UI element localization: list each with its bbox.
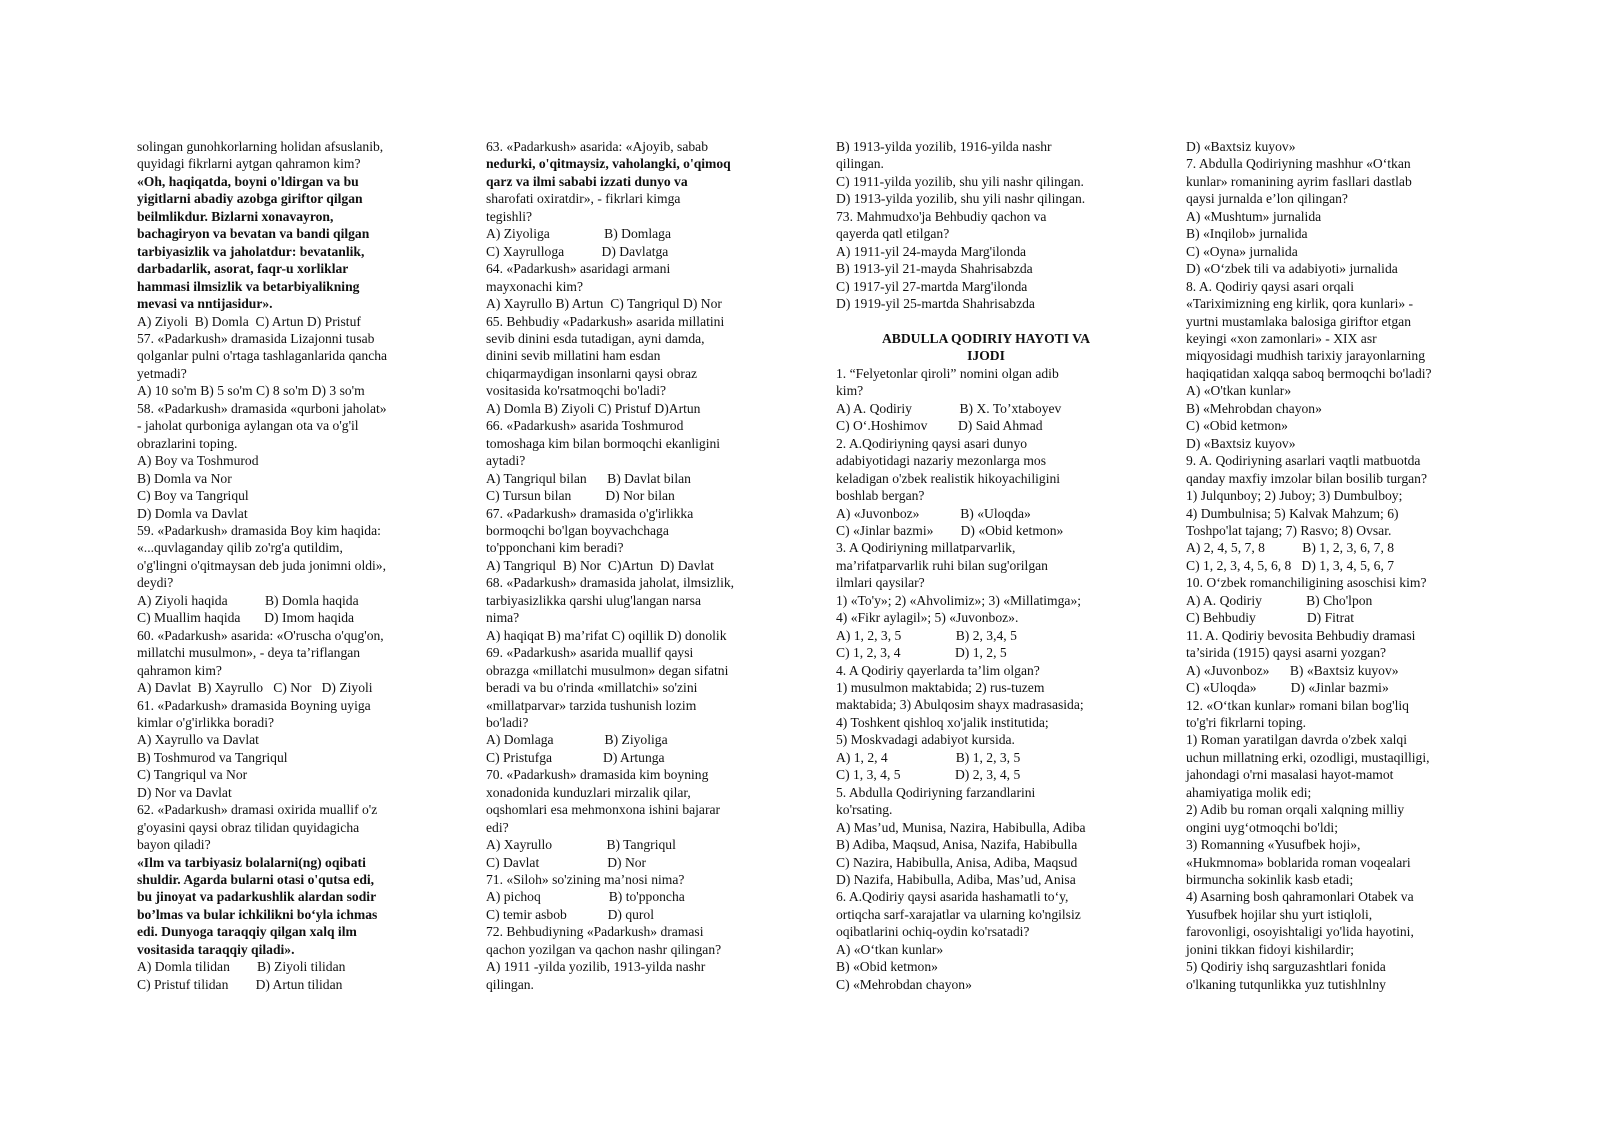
text-line: obrazlarini toping.	[137, 435, 238, 451]
text-line: 61. «Padarkush» dramasida Boyning uyiga	[137, 697, 371, 713]
text-line: kim?	[836, 383, 864, 399]
text-line: jahondagi o'rni masalasi hayot-mamot	[1186, 767, 1394, 783]
text-line: ta’sirida (1915) qaysi asarni yozgan?	[1186, 645, 1387, 661]
text-line: ortiqcha sarf-xarajatlar va ularning ko'ngilsiz	[836, 906, 1081, 922]
text-line: qanday maxfiy imzolar bilan bosilib turgan?	[1186, 470, 1427, 486]
text-line: bo’lmas va bular ichkilikni bo‘yla ichmas	[137, 906, 378, 922]
text-line: A) Domlaga B) Ziyoliga	[486, 732, 668, 748]
text-line: birmuncha sokinlik kasb etadi;	[1186, 872, 1354, 888]
text-line: C) temir asbob D) qurol	[486, 906, 655, 922]
text-line: beilmlikdur. Bizlarni xonavayron,	[137, 208, 334, 224]
text-line: D) Domla va Davlat	[137, 505, 248, 521]
text-line: C) «Mehrobdan chayon»	[836, 976, 972, 992]
text-line: bu jinoyat va padarkushlik alardan sodir	[137, 889, 377, 905]
text-line: maktabida; 3) Abulqosim shayx madrasasida;	[836, 697, 1084, 713]
text-line: sharofati oxiratdir», - fikrlari kimga	[486, 191, 681, 207]
text-line: C) 1911-yilda yozilib, shu yili nashr qilingan.	[836, 173, 1084, 189]
text-line: A) Davlat B) Xayrullo C) Nor D) Ziyoli	[137, 680, 373, 696]
text-line: B) 1913-yil 21-mayda Shahrisabzda	[836, 261, 1033, 277]
text-line: deydi?	[137, 575, 174, 591]
text-line: 2. A.Qodiriyning qaysi asari dunyo	[836, 435, 1028, 451]
text-line: A) 1, 2, 4 B) 1, 2, 3, 5	[836, 749, 1021, 765]
text-line: A) Ziyoliga B) Domlaga	[486, 226, 671, 242]
text-line: 3. A Qodiriyning millatparvarlik,	[836, 540, 1016, 556]
text-line: qolganlar pulni o'rtaga tashlaganlarida qancha	[137, 348, 388, 364]
text-line: 65. Behbudiy «Padarkush» asarida millatini	[486, 313, 725, 329]
text-line: qilingan.	[486, 976, 534, 992]
text-line: A) «Mushtum» jurnalida	[1186, 208, 1322, 224]
text-line: A) Xayrullo B) Artun C) Tangriqul D) Nor	[486, 296, 722, 312]
text-line: tegishli?	[486, 208, 533, 224]
text-line: «Tariximizning eng kirlik, qora kunlari» -	[1186, 296, 1414, 312]
text-line: A) 2, 4, 5, 7, 8 B) 1, 2, 3, 6, 7, 8	[1186, 540, 1395, 556]
text-line: B) Domla va Nor	[137, 470, 232, 486]
text-line: to'g'ri fikrlarni toping.	[1186, 714, 1307, 730]
text-line: 4) Toshkent qishloq xo'jalik institutida;	[836, 714, 1049, 730]
text-line: ilmlari qaysilar?	[836, 575, 925, 591]
text-line: B) «Obid ketmon»	[836, 959, 938, 975]
text-line: C) Tursun bilan D) Nor bilan	[486, 488, 675, 504]
text-line: A) Tangriqul B) Nor C)Artun D) Davlat	[486, 557, 714, 573]
text-column-2	[486, 138, 786, 993]
text-line: to'pponchani kim beradi?	[486, 540, 624, 556]
text-line: vositasida ko'rsatmoqchi bo'ladi?	[486, 383, 667, 399]
text-line: qachon yozilgan va qachon nashr qilingan?	[486, 941, 722, 957]
text-line: A) A. Qodiriy B) Cho'lpon	[1186, 592, 1373, 608]
text-line: 1) Julqunboy; 2) Juboy; 3) Dumbulboy;	[1186, 488, 1403, 504]
text-line: C) Pristuf tilidan D) Artun tilidan	[137, 976, 343, 992]
text-line: 63. «Padarkush» asarida: «Ajoyib, sabab	[486, 139, 708, 154]
text-line: C) «Jinlar bazmi» D) «Obid ketmon»	[836, 522, 1064, 538]
text-line: D) «O‘zbek tili va adabiyoti» jurnalida	[1186, 261, 1398, 277]
text-line: nedurki, o'qitmaysiz, vaholangki, o'qimoq	[486, 156, 731, 172]
text-line: 9. A. Qodiriyning asarlari vaqtli matbuotda	[1186, 453, 1421, 469]
section-heading-line: IJODI	[967, 348, 1005, 364]
text-line: 58. «Padarkush» dramasida «qurboni jaholat»	[137, 400, 387, 416]
text-line: A) 10 so'm B) 5 so'm C) 8 so'm D) 3 so'm	[137, 383, 365, 399]
text-line: A) «Juvonboz» B) «Uloqda»	[836, 505, 1031, 521]
text-line: ongini uyg‘otmoqchi bo'ldi;	[1186, 819, 1338, 835]
text-line: qaysi jurnalda e’lon qilingan?	[1186, 191, 1348, 207]
text-line: xonadonida kunduzlari mirzalik qilar,	[486, 784, 691, 800]
text-line: oqshomlari esa mehmonxona ishini bajarar	[486, 802, 721, 818]
text-line: vositasida taraqqiy qiladi».	[137, 941, 295, 957]
text-line: C) Muallim haqida D) Imom haqida	[137, 610, 355, 626]
text-line: 4) Dumbulnisa; 5) Kalvak Mahzum; 6)	[1186, 505, 1399, 521]
text-line: D) «Baxtsiz kuyov»	[1186, 139, 1296, 154]
text-line: obrazga «millatchi musulmon» degan sifatni	[486, 662, 729, 678]
text-line: 4. A Qodiriy qayerlarda ta’lim olgan?	[836, 662, 1040, 678]
text-line: D) «Baxtsiz kuyov»	[1186, 435, 1296, 451]
text-line: D) 1913-yilda yozilib, shu yili nashr qilingan.	[836, 191, 1086, 207]
text-line: 68. «Padarkush» dramasida jaholat, ilmsizlik,	[486, 575, 735, 591]
text-line: 72. Behbudiyning «Padarkush» dramasi	[486, 924, 704, 940]
text-line: C) 1, 2, 3, 4 D) 1, 2, 5	[836, 645, 1007, 661]
text-line: A) Boy va Toshmurod	[137, 453, 259, 469]
text-line: C) Nazira, Habibulla, Anisa, Adiba, Maqsud	[836, 854, 1078, 870]
text-line: A) 1911-yil 24-mayda Marg'ilonda	[836, 243, 1027, 259]
text-line: 1. “Felyetonlar qiroli” nomini olgan adib	[836, 365, 1059, 381]
text-line: beradi va bu o'rinda «millatchi» so'zini	[486, 680, 698, 696]
text-line: bayon qiladi?	[137, 837, 211, 853]
text-line: A) A. Qodiriy B) X. To’xtaboyev	[836, 400, 1062, 416]
text-line: 5) Moskvadagi adabiyot kursida.	[836, 732, 1015, 748]
text-line: C) Boy va Tangriqul	[137, 488, 249, 504]
text-line: 11. A. Qodiriy bevosita Behbudiy dramasi	[1186, 627, 1416, 643]
text-line: C) «Uloqda» D) «Jinlar bazmi»	[1186, 680, 1389, 696]
text-line: tarbiyasizlikka qarshi ulug'langan narsa	[486, 592, 701, 608]
text-line: 64. «Padarkush» asaridagi armani	[486, 261, 671, 277]
text-line: qilingan.	[836, 156, 884, 172]
text-line: A) «Juvonboz» B) «Baxtsiz kuyov»	[1186, 662, 1399, 678]
text-line: A) pichoq B) to'pponcha	[486, 889, 685, 905]
text-line: 1) «To'y»; 2) «Ahvolimiz»; 3) «Millatimga»;	[836, 592, 1082, 608]
text-line: farovonligi, osoyishtaligi yo'lida hayotini,	[1186, 924, 1414, 940]
text-column-4	[1186, 138, 1486, 993]
text-line: 2) Adib bu roman orqali xalqning milliy	[1186, 802, 1405, 818]
text-line: 5) Qodiriy ishq sarguzashtlari fonida	[1186, 959, 1386, 975]
text-line: bo'ladi?	[486, 714, 529, 730]
text-line: o'g'lingni o'qitmaysan deb juda jonimni oldi»,	[137, 557, 386, 573]
text-line: 3) Romanning «Yusufbek hoji»,	[1186, 837, 1361, 853]
text-line: «Oh, haqiqatda, boyni o'ldirgan va bu	[137, 173, 359, 189]
text-line: 71. «Siloh» so'zining ma’nosi nima?	[486, 872, 685, 888]
text-line: «Ilm va tarbiyasiz bolalarni(ng) oqibati	[137, 854, 366, 870]
text-line: nima?	[486, 610, 520, 626]
text-line: tomoshaga kim bilan bormoqchi ekanligini	[486, 435, 721, 451]
text-line: boshlab bergan?	[836, 488, 925, 504]
text-line: dinini sevib millatini ham esdan	[486, 348, 661, 364]
text-line: D) Nazifa, Habibulla, Adiba, Mas’ud, Anisa	[836, 872, 1076, 888]
text-line: C) Davlat D) Nor	[486, 854, 647, 870]
text-line: B) 1913-yilda yozilib, 1916-yilda nashr	[836, 139, 1052, 154]
text-line: C) Xayrulloga D) Davlatga	[486, 243, 669, 259]
text-line: 70. «Padarkush» dramasida kim boyning	[486, 767, 709, 783]
text-line: C) 1, 2, 3, 4, 5, 6, 8 D) 1, 3, 4, 5, 6, 7	[1186, 557, 1395, 573]
text-line: C) 1, 3, 4, 5 D) 2, 3, 4, 5	[836, 767, 1021, 783]
text-line: «...quvlaganday qilib zo'rg'a qutildim,	[137, 540, 343, 556]
text-line: B) Toshmurod va Tangriqul	[137, 749, 288, 765]
text-line: 1) musulmon maktabida; 2) rus-tuzem	[836, 680, 1045, 696]
text-line: 59. «Padarkush» dramasida Boy kim haqida:	[137, 522, 381, 538]
text-line: A) Mas’ud, Munisa, Nazira, Habibulla, Adiba	[836, 819, 1086, 835]
text-line: oqibatlarini ochiq-oydin ko'rsatadi?	[836, 924, 1030, 940]
text-line: 66. «Padarkush» asarida Toshmurod	[486, 418, 684, 434]
text-line: darbadarlik, asorat, faqr-u xorliklar	[137, 261, 349, 277]
text-line: A) Domla B) Ziyoli C) Pristuf D)Artun	[486, 400, 701, 416]
text-line: A) haqiqat B) ma’rifat C) oqillik D) donolik	[486, 627, 727, 643]
text-line: A) «O‘tkan kunlar»	[836, 941, 944, 957]
text-line: sevib dinini esda tutadigan, ayni damda,	[486, 330, 705, 346]
text-line: 8. A. Qodiriy qaysi asari orqali	[1186, 278, 1355, 294]
text-line: ko'rsating.	[836, 802, 893, 818]
text-line: «Hukmnoma» boblarida roman voqealari	[1186, 854, 1411, 870]
text-line: 4) Asarning bosh qahramonlari Otabek va	[1186, 889, 1414, 905]
text-line: C) «Oyna» jurnalida	[1186, 243, 1298, 259]
text-line: ma’rifatparvarlik ruhi bilan sug'orilgan	[836, 557, 1048, 573]
text-line: kimlar o'g'irlikka boradi?	[137, 714, 275, 730]
text-line: 4) «Fikr aylagil»; 5) «Juvonboz».	[836, 610, 1019, 626]
text-line: 12. «O‘tkan kunlar» romani bilan bog'liq	[1186, 697, 1409, 713]
text-line: «millatparvar» tarzida tushunish lozim	[486, 697, 697, 713]
text-line: qahramon kim?	[137, 662, 222, 678]
text-line: A) 1911 -yilda yozilib, 1913-yilda nashr	[486, 959, 706, 975]
text-line: adabiyotidagi nazariy mezonlarga mos	[836, 453, 1046, 469]
text-line: ahamiyatiga molik edi;	[1186, 784, 1312, 800]
text-line: haqiqatidan xalqqa saboq bermoqchi bo'ladi?	[1186, 365, 1432, 381]
blank-line	[836, 313, 1136, 330]
text-line: edi?	[486, 819, 509, 835]
text-line: hammasi ilmsizlik va betarbiyalikning	[137, 278, 360, 294]
section-heading-line: ABDULLA QODIRIY HAYOTI VA	[881, 330, 1091, 346]
text-line: C) O‘.Hoshimov D) Said Ahmad	[836, 418, 1043, 434]
text-line: o'lkaning tutqunlikka yuz tutishlnlny	[1186, 976, 1386, 992]
text-line: A) 1, 2, 3, 5 B) 2, 3,4, 5	[836, 627, 1017, 643]
text-line: A) Domla tilidan B) Ziyoli tilidan	[137, 959, 346, 975]
text-line: C) Pristufga D) Artunga	[486, 749, 665, 765]
text-line: qarz va ilmi sababi izzati dunyo va	[486, 173, 688, 189]
text-line: aytadi?	[486, 453, 526, 469]
text-line: tarbiyasizlik va jaholatdur: bevatanlik,	[137, 243, 365, 259]
text-line: A) «O'tkan kunlar»	[1186, 383, 1292, 399]
text-line: 1) Roman yaratilgan davrda o'zbek xalqi	[1186, 732, 1408, 748]
text-line: bachagiryon va bevatan va bandi qilgan	[137, 226, 370, 242]
text-line: 6. A.Qodiriy qaysi asarida hashamatli to‘y,	[836, 889, 1069, 905]
text-line: B) «Inqilob» jurnalida	[1186, 226, 1308, 242]
text-line: 60. «Padarkush» asarida: «O'ruscha o'qug'on,	[137, 627, 384, 643]
text-line: - jaholat qurboniga aylangan ota va o'g'il	[137, 418, 359, 434]
text-line: yurtni mustamlaka balosiga giriftor etgan	[1186, 313, 1411, 329]
text-line: A) Xayrullo B) Tangriqul	[486, 837, 676, 853]
text-line: 5. Abdulla Qodiriyning farzandlarini	[836, 784, 1036, 800]
text-line: B) Adiba, Maqsud, Anisa, Nazifa, Habibulla	[836, 837, 1078, 853]
text-line: C) Behbudiy D) Fitrat	[1186, 610, 1355, 626]
text-line: kunlar» romanining ayrim fasllari dastlab	[1186, 173, 1412, 189]
text-line: mayxonachi kim?	[486, 278, 584, 294]
text-line: solingan gunohkorlarning holidan afsuslanib,	[137, 139, 384, 154]
text-line: 10. O‘zbek romanchiligining asoschisi kim?	[1186, 575, 1427, 591]
text-column-3	[836, 138, 1136, 993]
text-line: 7. Abdulla Qodiriyning mashhur «O‘tkan	[1186, 156, 1411, 172]
text-line: 69. «Padarkush» asarida muallif qaysi	[486, 645, 694, 661]
text-column-1	[137, 138, 437, 993]
text-line: D) Nor va Davlat	[137, 784, 232, 800]
text-line: mevasi va nntijasidur».	[137, 296, 273, 312]
text-line: quyidagi fikrlarni aytgan qahramon kim?	[137, 156, 361, 172]
text-line: edi. Dunyoga taraqqiy qilgan xalq ilm	[137, 924, 357, 940]
text-line: yigitlarni abadiy azobga giriftor qilgan	[137, 191, 363, 207]
text-line: Toshpo'lat tajang; 7) Rasvo; 8) Ovsar.	[1186, 522, 1392, 538]
text-line: uchun millatning erki, ozodligi, mustaqilligi,	[1186, 749, 1430, 765]
text-line: C) Tangriqul va Nor	[137, 767, 248, 783]
text-line: Yusufbek hojilar shu yurt istiqloli,	[1186, 906, 1373, 922]
text-line: shuldir. Agarda bularni otasi o'qutsa edi,	[137, 872, 375, 888]
text-line: yetmadi?	[137, 365, 187, 381]
text-line: chiqarmaydigan insonlarni qaysi obraz	[486, 365, 698, 381]
text-line: C) 1917-yil 27-martda Marg'ilonda	[836, 278, 1028, 294]
text-line: 57. «Padarkush» dramasida Lizajonni tusab	[137, 330, 375, 346]
text-line: 67. «Padarkush» dramasida o'g'irlikka	[486, 505, 694, 521]
text-line: millatchi musulmon», - deya ta’riflangan	[137, 645, 361, 661]
text-line: keyingi «xon zamonlari» - XIX asr	[1186, 330, 1377, 346]
text-line: bormoqchi bo'lgan boyvachchaga	[486, 522, 669, 538]
text-line: A) Xayrullo va Davlat	[137, 732, 259, 748]
text-line: g'oyasini qaysi obraz tilidan quyidagicha	[137, 819, 360, 835]
text-line: keladigan o'zbek realistik hikoyachiligini	[836, 470, 1061, 486]
text-line: 73. Mahmudxo'ja Behbudiy qachon va	[836, 208, 1047, 224]
text-line: jonini tikkan fidoyi kishilardir;	[1186, 941, 1355, 957]
text-line: A) Ziyoli B) Domla C) Artun D) Pristuf	[137, 313, 361, 329]
text-line: C) «Obid ketmon»	[1186, 418, 1288, 434]
text-line: A) Ziyoli haqida B) Domla haqida	[137, 592, 359, 608]
text-line: 62. «Padarkush» dramasi oxirida muallif o'z	[137, 802, 378, 818]
text-line: B) «Mehrobdan chayon»	[1186, 400, 1322, 416]
text-line: miqyosidagi mudhish tarixiy jarayonlarning	[1186, 348, 1425, 364]
text-line: A) Tangriqul bilan B) Davlat bilan	[486, 470, 691, 486]
text-line: qayerda qatl etilgan?	[836, 226, 950, 242]
text-line: D) 1919-yil 25-martda Shahrisabzda	[836, 296, 1035, 312]
